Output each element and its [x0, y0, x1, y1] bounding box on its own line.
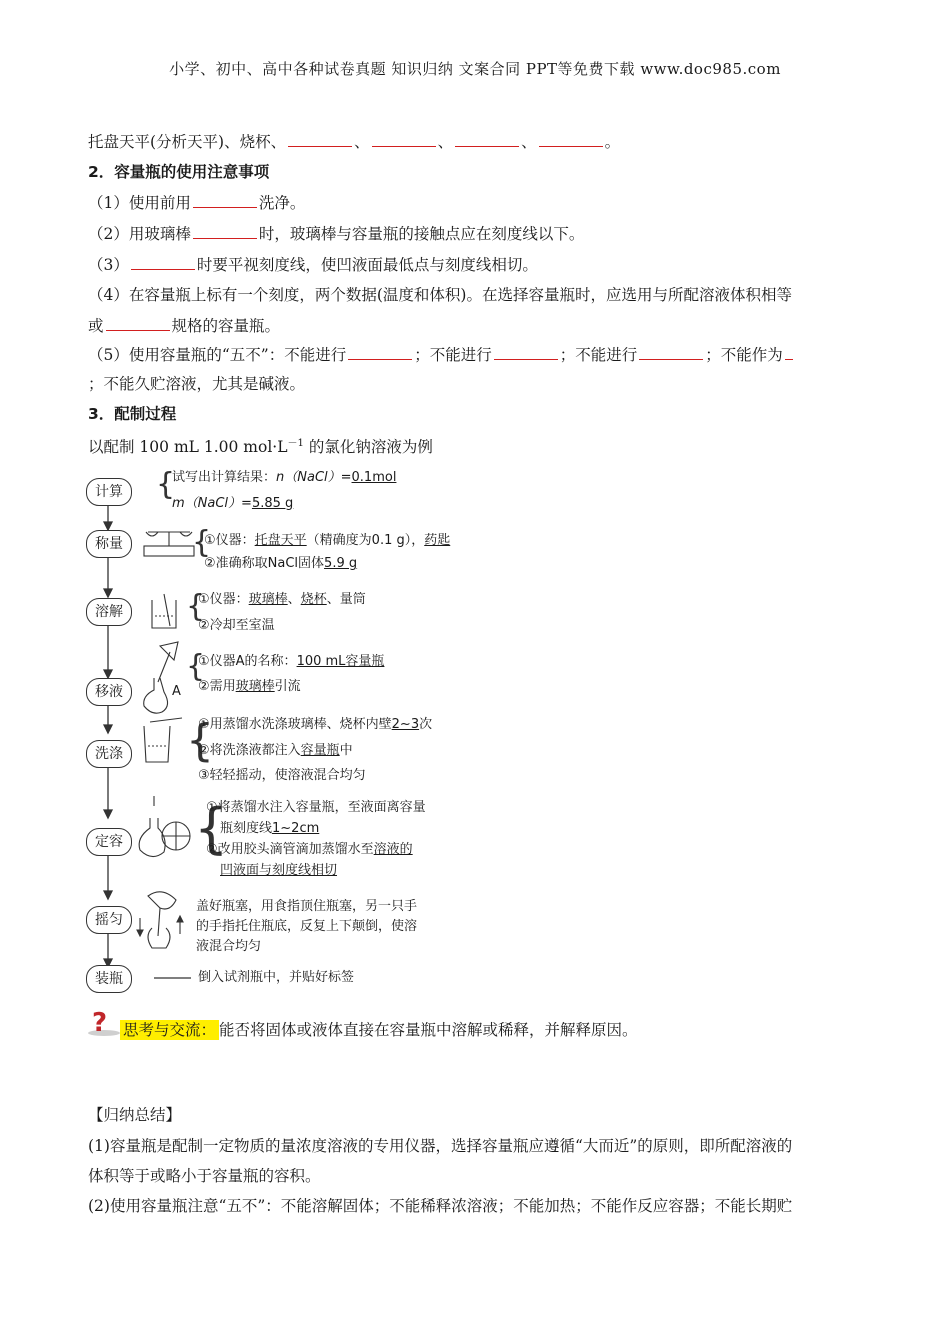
question-mark-icon: [86, 1007, 122, 1037]
fix-line-4: [220, 862, 337, 880]
instruments-line: [88, 131, 620, 152]
wash-line-2: [198, 742, 353, 760]
answer: 1~2cm: [272, 821, 320, 836]
text: 时，玻璃棒与容量瓶的接触点应在刻度线以下。: [258, 225, 585, 243]
blank: [494, 344, 558, 360]
dissolve-line-2: ②冷却至室温: [198, 618, 275, 633]
text: （5）使用容量瓶的“五不”：不能进行: [88, 346, 347, 364]
sep: 、: [521, 133, 537, 151]
brace: {: [192, 525, 212, 560]
step-wash: 洗涤: [86, 740, 132, 768]
think-text: 能否将固体或液体直接在容量瓶中溶解或稀释，并解释原因。: [219, 1021, 638, 1039]
text: ；不能进行: [559, 346, 638, 364]
sep: 、: [437, 133, 454, 151]
bottle-line: 倒入试剂瓶中，并贴好标签: [198, 970, 355, 985]
blank: [131, 254, 195, 270]
text: 洗净。: [258, 194, 306, 212]
answer: 玻璃棒: [235, 679, 275, 694]
blank: [639, 344, 703, 360]
text: m（NaCl）=: [172, 496, 252, 511]
transfer-line-1: [198, 653, 384, 671]
answer: 托盘天平: [254, 533, 307, 548]
summary-p1a: (1)容量瓶是配制一定物质的量浓度溶液的专用仪器，选择容量瓶应遵循“大而近”的原则，即所配溶液的: [88, 1137, 793, 1155]
answer: 溶液的: [373, 842, 413, 857]
shake-line-1: 盖好瓶塞，用食指顶住瓶塞，另一只手: [196, 899, 418, 914]
svg-text:?: ?: [92, 1008, 108, 1037]
text: 、量筒: [326, 592, 366, 607]
fix-line-1: ①将蒸馏水注入容量瓶，至液面离容量: [206, 800, 426, 815]
sep: 、: [354, 133, 370, 151]
item-4b: [88, 315, 280, 336]
wash-line-1: [198, 716, 432, 734]
text: 时要平视刻度线，使凹液面最低点与刻度线相切。: [196, 256, 538, 274]
item-1: [88, 192, 305, 213]
think-label: 思考与交流：: [120, 1020, 219, 1040]
calc-line-1: [172, 469, 396, 487]
brace: {: [186, 589, 206, 624]
text: 的氯化钠溶液为例: [303, 438, 433, 457]
page-header: 小学、初中、高中各种试卷真题 知识归纳 文案合同 PPT等免费下载 www.doc985.com: [169, 60, 781, 78]
dissolve-line-1: [198, 591, 366, 609]
summary-title: 【归纳总结】: [88, 1106, 182, 1124]
blank: [348, 344, 412, 360]
blank: [288, 131, 352, 147]
blank: [193, 223, 257, 239]
answer: 烧杯: [300, 592, 327, 607]
think-discuss: [120, 1020, 638, 1040]
step-fix-volume: 定容: [86, 828, 132, 856]
step-weigh: 称量: [86, 530, 132, 558]
fix-line-3: [206, 841, 413, 859]
text: n（NaCl）=: [276, 470, 352, 485]
brace: {: [194, 797, 229, 860]
text: 次: [419, 717, 433, 732]
text: ；不能作为: [705, 346, 783, 364]
section3-intro: [88, 434, 433, 457]
text: ①仪器：: [204, 533, 255, 548]
step-calc: 计算: [86, 478, 132, 506]
summary-p2: (2)使用容量瓶注意“五不”：不能溶解固体；不能稀释浓溶液；不能加热；不能作反应容器；不能长期贮: [88, 1197, 793, 1215]
weigh-line-2: [204, 555, 357, 573]
text: ②需用: [198, 679, 236, 694]
text: 或: [88, 317, 104, 335]
weigh-line-1: [204, 532, 450, 550]
text: （1）使用前用: [88, 194, 191, 212]
answer: 药匙: [424, 533, 451, 548]
text: 规格的容量瓶。: [171, 317, 281, 335]
text: 引流: [274, 679, 301, 694]
shake-line-3: 液混合均匀: [196, 939, 262, 954]
section3-title: 3．配制过程: [88, 405, 177, 423]
summary-p1b: 体积等于或略小于容量瓶的容积。: [88, 1167, 321, 1185]
blank: [455, 131, 519, 147]
item-5b: ；不能久贮溶液，尤其是碱液。: [88, 375, 306, 393]
section2-title: 2．容量瓶的使用注意事项: [88, 163, 270, 181]
step-dissolve: 溶解: [86, 598, 132, 626]
text: 以配制 100 mL 1.00 mol·L: [88, 438, 288, 457]
text: ①仪器：: [198, 592, 249, 607]
transfer-line-2: [198, 678, 301, 696]
blank: [785, 344, 793, 360]
blank: [539, 131, 603, 147]
answer: 玻璃棒: [248, 592, 288, 607]
brace: {: [186, 649, 206, 684]
instruments-text: 托盘天平(分析天平)、烧杯、: [88, 133, 287, 151]
text: ①仪器A的名称：: [198, 654, 297, 669]
balance-icon: [144, 532, 194, 556]
answer: 5.85 g: [251, 496, 294, 511]
answer: 凹液面与刻度线相切: [220, 863, 338, 878]
superscript: －1: [287, 438, 304, 449]
text: ①用蒸馏水洗涤玻璃棒、烧杯内壁: [198, 717, 392, 732]
step-bottle: 装瓶: [86, 965, 132, 993]
blank: [106, 315, 170, 331]
calc-line-2: [172, 495, 293, 513]
preparation-flowchart: [86, 466, 466, 1006]
answer: 2~3: [391, 717, 420, 732]
item-5a: [88, 344, 795, 365]
answer: 100 mL容量瓶: [296, 654, 385, 669]
end: 。: [604, 133, 621, 151]
brace: {: [186, 715, 214, 766]
brace: {: [156, 467, 176, 502]
item-3: [88, 254, 538, 275]
shake-line-2: 的手指托住瓶底，反复上下颠倒，使溶: [196, 919, 418, 934]
fix-line-2: [220, 820, 319, 838]
text: 、: [287, 592, 301, 607]
blank: [193, 192, 257, 208]
wash-line-3: ③轻轻摇动，使溶液混合均匀: [198, 768, 366, 783]
text: （精确度为0.1 g），: [306, 533, 425, 548]
text: 瓶刻度线: [220, 821, 273, 836]
text: （2）用玻璃棒: [88, 225, 191, 243]
step-transfer: 移液: [86, 678, 132, 706]
answer: 容量瓶: [300, 743, 340, 758]
text: ②改用胶头滴管滴加蒸馏水至: [206, 842, 374, 857]
answer: 0.1mol: [351, 470, 397, 485]
text: ②准确称取NaCl固体: [204, 556, 325, 571]
text: ②将洗涤液都注入: [198, 743, 301, 758]
answer: 5.9 g: [324, 556, 358, 571]
item-2: [88, 223, 584, 244]
step-shake: 摇匀: [86, 906, 132, 934]
item-4a: （4）在容量瓶上标有一个刻度，两个数据(温度和体积)。在选择容量瓶时，应选用与所配溶液体积相等: [88, 286, 792, 304]
text: ；不能进行: [414, 346, 492, 364]
text: （3）: [88, 256, 129, 274]
text: 中: [339, 743, 353, 758]
flask-label: A: [172, 684, 181, 699]
text: 试写出计算结果：: [172, 470, 277, 485]
blank: [372, 131, 436, 147]
